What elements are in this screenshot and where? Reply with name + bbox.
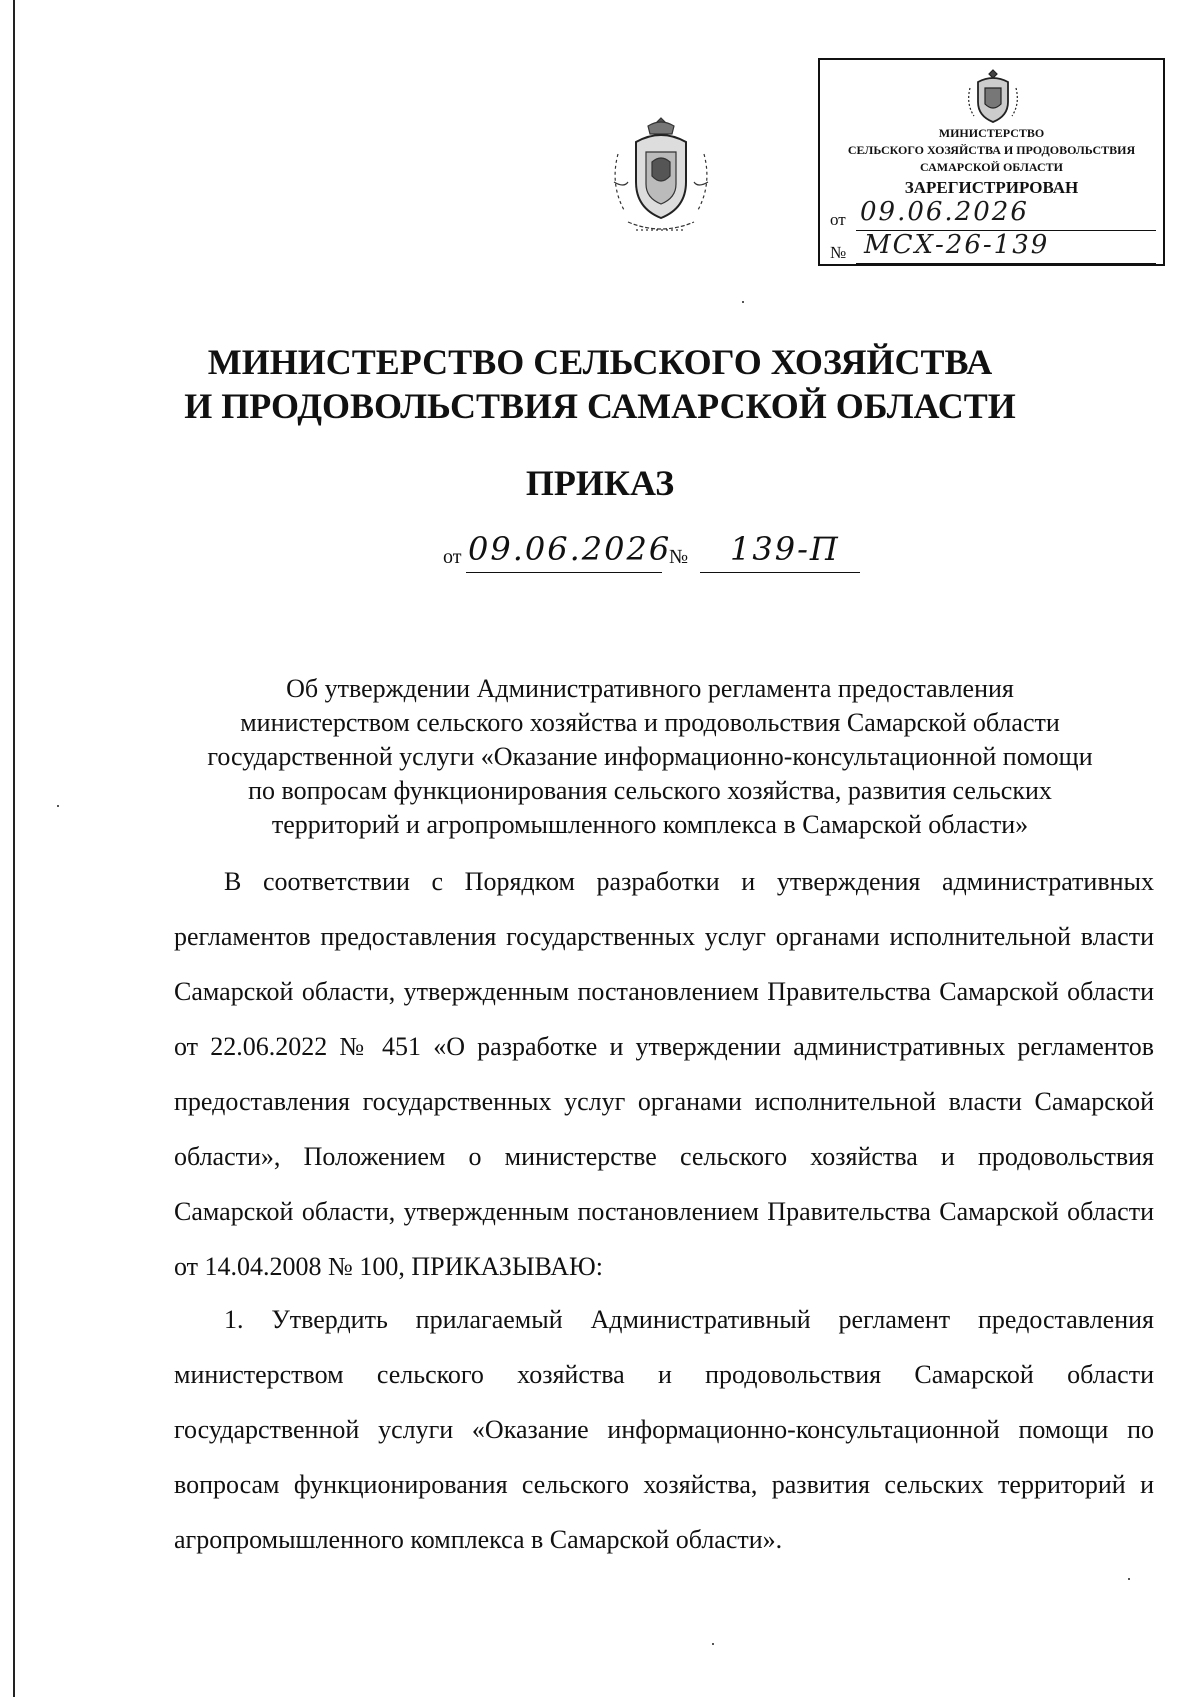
- subject-line: министерством сельского хозяйства и продовольствия Самарской области: [240, 708, 1060, 737]
- stamp-number-label: №: [830, 243, 847, 262]
- order-number-label: №: [669, 546, 689, 568]
- scan-speck: [57, 805, 59, 807]
- scan-speck: [712, 1643, 714, 1645]
- order-meta: [0, 530, 1200, 580]
- coat-of-arms-emblem: [596, 112, 726, 242]
- stamp-number-value: МСХ-26-139: [864, 230, 1050, 260]
- document-type-title: ПРИКАЗ: [525, 463, 675, 503]
- scan-speck: [1128, 1578, 1130, 1580]
- stamp-status: ЗАРЕГИСТРИРОВАН: [904, 178, 1079, 197]
- subject-line: государственной услуги «Оказание информационно-консультационной помощи: [207, 742, 1093, 771]
- stamp-line-ministry: МИНИСТЕРСТВО: [938, 126, 1045, 140]
- stamp-date-label: от: [830, 210, 846, 229]
- stamp-number-underline: [856, 263, 1156, 264]
- stamp-line-region: САМАРСКОЙ ОБЛАСТИ: [920, 160, 1063, 174]
- order-date-label: от: [443, 546, 462, 568]
- subject-line: территорий и агропромышленного комплекса в Самарской области»: [271, 810, 1029, 839]
- order-subject: [150, 672, 1150, 842]
- order-number-value: 139-П: [730, 530, 840, 568]
- subject-line: по вопросам функционирования сельского хозяйства, развития сельских: [248, 776, 1052, 805]
- ministry-heading-line2: И ПРОДОВОЛЬСТВИЯ САМАРСКОЙ ОБЛАСТИ: [184, 386, 1016, 426]
- left-margin-line: [13, 0, 15, 1697]
- stamp-line-department: СЕЛЬСКОГО ХОЗЯЙСТВА И ПРОДОВОЛЬСТВИЯ: [847, 143, 1136, 157]
- body-paragraph-preamble: В соответствии с Порядком разработки и утверждения административных регламентов предоставления государственных услуг органами исполнительной власти Самарской области, утвержденным постановлением Правительства Самарской области от 22.06.2022 № 451 «О разработке и утверждении административных регламентов предоставления государственных услуг органами исполнительной власти Самарской области», Положением о министерстве сельского хозяйства и продовольствия Самарской области, утвержденным постановлением Правительства Самарской области от 14.04.2008 № 100, ПРИКАЗЫВАЮ:: [174, 867, 1154, 1281]
- order-number-underline: [700, 572, 860, 573]
- stamp-date-value: 09.06.2026: [860, 197, 1029, 227]
- stamp-coat-of-arms-icon: [966, 68, 1020, 124]
- subject-line: Об утверждении Административного регламента предоставления: [286, 674, 1014, 703]
- ministry-heading-line1: МИНИСТЕРСТВО СЕЛЬСКОГО ХОЗЯЙСТВА: [207, 342, 993, 382]
- registration-stamp: [818, 58, 1165, 266]
- scan-speck: [742, 301, 744, 303]
- order-date-underline: [466, 572, 662, 573]
- order-date-value: 09.06.2026: [468, 530, 672, 568]
- body-paragraph-item-1: 1. Утвердить прилагаемый Административный регламент предоставления министерством сельского хозяйства и продовольствия Самарской области государственной услуги «Оказание информационно-консультационной помощи по вопросам функционирования сельского хозяйства, развития сельских территорий и агропромышленного комплекса в Самарской области».: [174, 1305, 1154, 1554]
